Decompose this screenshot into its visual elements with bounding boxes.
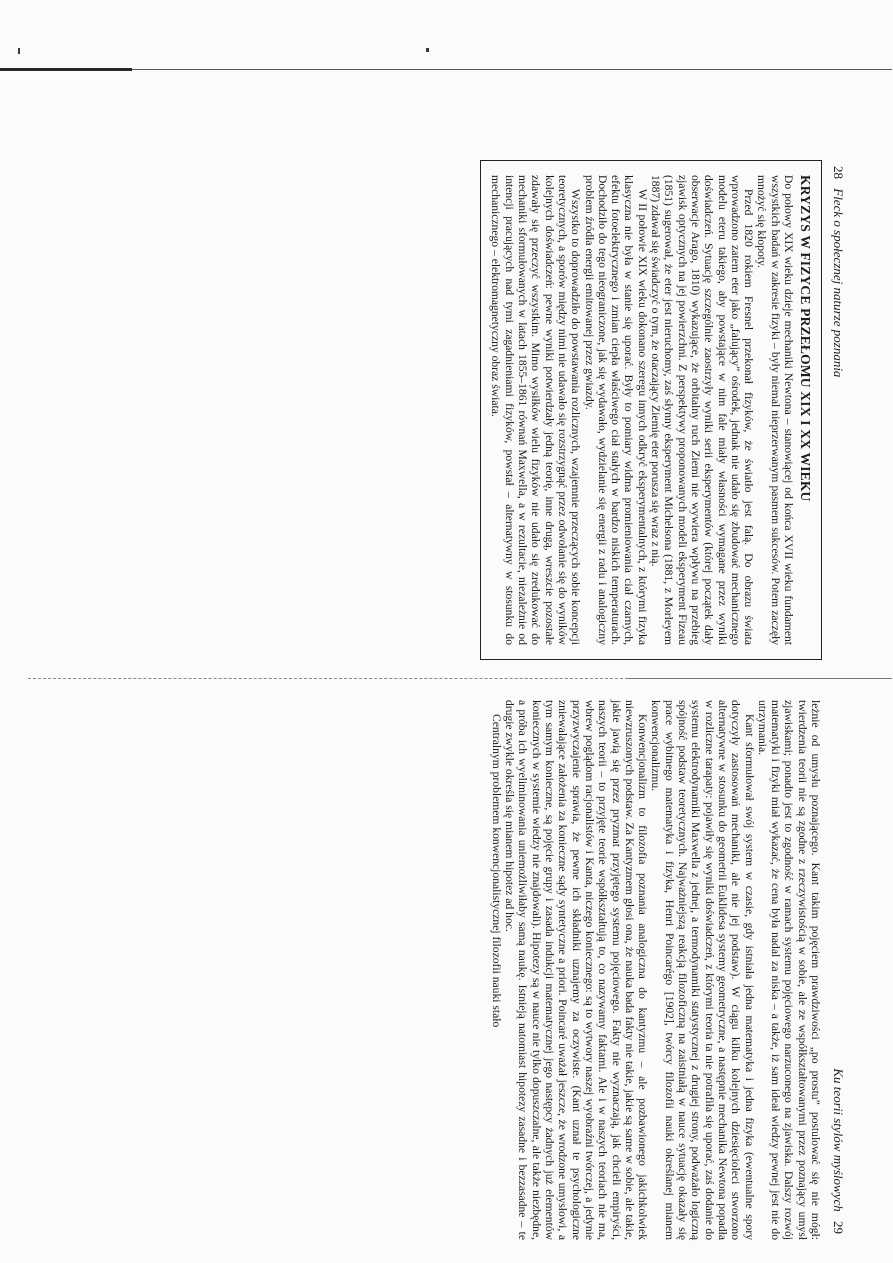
sidebar-box — [480, 160, 822, 660]
body-paragraph: Centralnym problemem konwencjonalistycznej filozofii nauki stało — [489, 714, 503, 1028]
box-paragraph: W II połowie XIX wieku dokonano szeregu innych odkryć eksperymentalnych, z którymi fizyka klasyczna nie była w stanie się uporać. Były to pomiary widma promieniowania ciał czarnych, efektu fotoelektrycznego i zmian ciepła właściwego ciał stałych w bardzo niskich temperaturach. Dochodziło do tego nieograniczone, jak się wydawało, wydzielanie się energii z radu i analogiczny problem źródła energii emitowanej przez gwiazdy. — [582, 175, 649, 645]
page-29 — [146, 700, 846, 1240]
scan-tick — [426, 48, 429, 52]
box-title: KRYZYS W FIZYCE PRZEŁOMU XIX I XX WIEKU — [798, 175, 813, 502]
body-paragraph: Konwencjonalizm to filozofia poznania analogiczna do kantyzmu – ale pozbawionego jakichkolwiek niewzruszonych podstaw. Za Kantyzmem głosi ona, że nauka bada fakty nie takie, jakie są same w sobie, ale takie, jakie jawią się przez pryzmat przyjętego systemu pojęciowego. Fakty nie wyznaczają, jak chcieli empiryści, naszych teorii – to przyjęte teorie współkształtują to, co nazywamy faktami. Ale i w naszych teoriach nie ma, wbrew poglądom racjonalistów i Kanta, niczego koniecznego: są to wytwory naszej wyobraźni twórczej, a jedynie przyzwyczajenie sprawia, że pewne ich składniki uznajemy za oczywiste. (Kant uznał te psychologiczne zniewalające założenia za konieczne sądy syntetyczne a priori. Poincaré uważał jeszcze, że wrodzone umysłowi, a tym samym konieczne, są pojęcie grupy i zasada indukcji matematycznej jego następcy żadnych już elementów koniecznych w systemie wiedzy nie znajdowali). Hipotezy są w nauce nie tylko dopuszczalne, ale także niezbędne, a próba ich wyeliminowania uniemożliwiłaby samą naukę. Istnieją natomiast hipotezy zasadne i bezzasadne – te drugie zwykle określa się mianem hipotez ad hoc. — [503, 700, 650, 1240]
page-28 — [146, 160, 846, 645]
page-number: 29 — [831, 1221, 846, 1234]
running-head-28 — [830, 160, 846, 600]
page-number: 28 — [831, 166, 846, 179]
scan-tick — [18, 48, 20, 54]
page-divider — [28, 678, 628, 679]
scan-edge-line — [132, 69, 892, 70]
box-paragraph: Wszystko to doprowadziło do powstawania rozlicznych, wzajemnie przeczących sobie koncepcji teoretycznych, a sporów między nimi nie udawało się rozstrzygnąć przez odwołanie się do wyników kolejnych doświadczeń: pewne wyniki potwierdzały jedną teorię, inne drugą, wreszcie pozostałe zdawały się przeczyć wszystkim. Mimo wysiłków wielu fizyków nie udało się zredukować do mechaniki sformułowanych w latach 1855–1861 równań Maxwella, a w rezultacie, niezależnie od intencji pracujących nad tymi zagadnieniami fizyków, powstał – alternatywny w stosunku do mechanicznego – elektromagnetyczny obraz świata. — [489, 175, 583, 645]
running-head-29 — [830, 700, 846, 1240]
running-head-text: Ku teorii stylów myślowych — [831, 1068, 846, 1212]
running-head-text: Fleck o społecznej naturze poznania — [831, 188, 846, 378]
body-paragraph: leżnie od umysłu poznającego. Kant takim pojęciem prawdziwości „po prostu” postulować się nie mógł: twierdzenia teorii nie są zgodne z rzeczywistością w sobie, ale ze współkształtowanymi przez poznający umysł zjawiskami; ponadto jest to zgodność w ramach systemu pojęciowego narzuconego na zjawiska. Dalszy rozwój matematyki i fizyki miał wykazać, że cena była nadal za niska – a także, iż sam ideał wiedzy pewnej jest nie do utrzymania. — [755, 700, 822, 1240]
box-paragraph: Do połowy XIX wieku dzieje mechaniki Newtona – stanowiącej od końca XVII wieku fundament wszystkich badań w zakresie fizyki – były niemal nieprzerwanym pasmem sukcesów. Potem zaczęły mnożyć się kłopoty. — [755, 175, 795, 645]
scan-edge-mark — [0, 68, 132, 71]
page-divider-line — [628, 678, 892, 679]
body-paragraph: Kant sformułował swój system w czasie, gdy istniała jedna matematyka i jedna fizyka (ewentualne spory dotyczyły zastosowań mechaniki, ale nie jej podstaw). W ciągu kilku kolejnych dziesięcioleci stworzono alternatywne w stosunku do geometrii Euklidesa systemy geometryczne, a następnie mechanika Newtona popadła w rozliczne tarapaty: pojawiły się wyniki doświadczeń, z którymi teoria ta nie potrafiła się uporać, zaś dodanie do systemu elektrodynamiki Maxwella z jednej, a termodynamiki statystycznej z drugiej strony, podważało logiczną spójność podstaw teoretycznych. Najważniejszą reakcją filozoficzną na zaistniałą w nauce sytuację okazały się prace wybitnego matematyka i fizyka, Henri Poincarégo [1902], twórcy filozofii nauki określanej mianem konwencjonalizmu. — [649, 700, 756, 1240]
box-paragraph: Przed 1820 rokiem Fresnel przekonał fizyków, że światło jest falą. Do obrazu świata wprowadzono zatem eter jako „falujący” ośrodek, jednak nie udało się zbudować mechanicznego modelu eteru takiego, aby powstające w nim fale miały własności wymagane przez wyniki doświadczeń. Sytuację szczególnie zaostrzyły wyniki serii eksperymentów (której początek dały obserwacje Arago, 1810) wykazujące, że orbitalny ruch Ziemi nie wywiera wpływu na przebieg zjawisk optycznych na jej powierzchni. Z perspektywy proponowanych modeli eksperyment Fizeau (1851) sugerował, że eter jest nieruchomy, zaś słynny eksperyment Michelsona (1881, z Morleyem 1887) zdawał się świadczyć o tym, że otaczający Ziemię eter porusza się wraz z nią. — [649, 175, 756, 645]
body-column — [490, 700, 822, 1240]
